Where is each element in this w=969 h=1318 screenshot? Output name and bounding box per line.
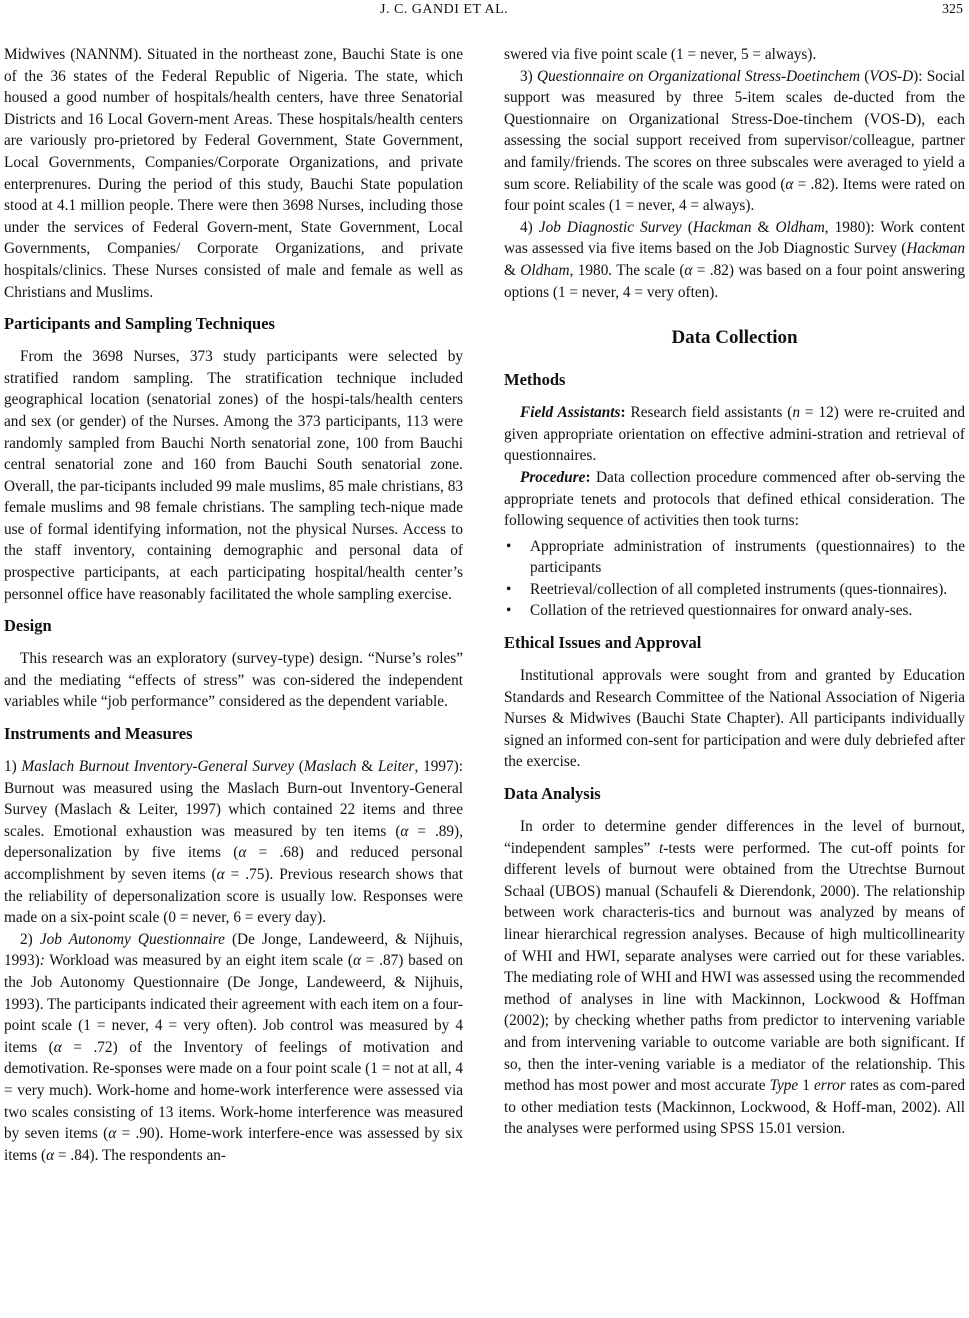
data-analysis-paragraph (504, 816, 965, 1140)
citation-author: Leiter (377, 758, 415, 776)
text-span: = .82). Items were rated on four point scales (1 = never, 4 = always). (504, 175, 966, 215)
text-span: : (620, 404, 626, 422)
procedure-paragraph (504, 467, 965, 532)
text-span: Type (769, 1077, 799, 1095)
text-span: = .82) was based on a four point answering options (1 = never, 4 = very often). (504, 261, 965, 301)
text-span: , 1980): Work content was assessed via five items based on the Job Diagnostic Survey ( (504, 218, 965, 258)
alpha-symbol: α (684, 261, 693, 279)
procedure-list (504, 536, 965, 622)
text-span: n (792, 404, 800, 422)
bullet-icon: • (506, 537, 512, 555)
list-item-text: Collation of the retrieved questionnaires for onward analy-ses. (530, 602, 913, 620)
item-number: 3) (520, 67, 533, 85)
continued-paragraph: swered via five point scale (1 = never, 5 = always). (504, 46, 817, 63)
text-span: In order to determine gender differences in the level of burnout, “independent samples” (504, 818, 965, 857)
text-span: -tests were performed. The cut-off points for different levels of burnout were obtained from the Utrechtse Burnout Schaal (UBOS) manual (Schaufeli & Dierendonk, 2000). The relationship between work characteris-tics and burnout was analyzed by means of linear hierarchical regression analyses. Because of high multicollinearity of WHI and HWI, separate analyses were carried out for these variables. The mediating role of WHI and HWI was assessed using the recommended method of analyses in line with Mackinnon, Lockwood & Hoffman (2002); by checking whether paths from predictor to intervening variable and from intervening variable to outcome variable are both significant. If so, then the inter-vening variable is a mediator of the relationship. This method has most power and most accurate (504, 839, 965, 1095)
text-span: Workload was measured by an eight item scale ( (44, 952, 353, 970)
citation-author: Oldham (775, 218, 825, 236)
text-span: = .75). Previous research shows that the reliability of depersonalization score is usually low. Responses were made on a six-point scale (0 = never, 6 = every day). (4, 866, 463, 927)
text-span: = 12) were re-cruited and given appropriate orientation on effective admini-stration and retrieval of questionnaires. (504, 404, 965, 465)
text-span: error (814, 1077, 846, 1095)
left-column (4, 44, 463, 1166)
text-span: Research field assistants ( (625, 404, 793, 422)
text-span: VOS-D (869, 67, 914, 85)
bullet-icon: • (506, 602, 512, 620)
instrument-title: Job Diagnostic Survey (538, 218, 682, 236)
section-heading-participants: Participants and Sampling Techniques (4, 314, 275, 334)
text-span: , 1997): Burnout was measured using the Maslach Burn-out Inventory-General Survey (Maslach & Leiter, 1997) which contained 22 items and three scales. Emotional exhaustion was measured by ten items ( (4, 758, 464, 840)
ampersand: & (504, 261, 521, 279)
citation-author: Hackman (692, 218, 752, 236)
instrument-item-1 (4, 756, 463, 929)
text-span: = .72) of the Inventory of feelings of motivation and demotivation. Re-sponses were made on a four point scale (1 = not at all, 4 = very much). Work-home and home-work interference were assessed via two scales consisting of 13 items. Work-home interference was measured by seven items ( (4, 1038, 464, 1143)
participants-paragraph: From the 3698 Nurses, 373 study participants were selected by stratified random sampling. The stratification technique included geographical location (senatorial zones) of the hospi-tals/health centers and sex (or gender) of the Nurses. Among the 373 participants, 113 were randomly sampled from Bauchi North senatorial zone, 100 from Bauchi central senatorial zone and 160 from Bauchi South senatorial zone. Overall, the par-ticipants included 99 male muslims, 85 male christians, 83 female muslims and 98 female christians. The sampling tech-nique made use of formal identifying information, not the physical Nurses. Access to the staff inventory, containing demographic and personal data of prospective participants, at each participating hospital/health center’s personnel office have reasonably facilitated the whole sampling exercise. (4, 348, 463, 603)
text-span: ( (860, 67, 870, 85)
section-heading-methods: Methods (504, 370, 566, 390)
instrument-title: Questionnaire on Organizational Stress-Doetinchem (537, 67, 861, 85)
alpha-symbol: α (46, 1146, 55, 1164)
section-heading-ethical: Ethical Issues and Approval (504, 633, 702, 653)
procedure-label: Procedure (520, 468, 586, 486)
intro-paragraph: Midwives (NANNM). Situated in the northeast zone, Bauchi State is one of the 36 states of the Federal Republic of Nigeria. The state, which housed a good number of hospitals/health centers, have three Senatorial Districts and 16 Local Govern-ment Areas. These hospitals/health centers are variously pro-prietored by Federal Government, State Government, Local Governments, Companies/Corporate Organizations, and private enterprenures. During the period of this study, Bauchi State population stood at 4.1 million people. There were then 3698 Nurses, including those under the services of Federal Govern-ment, State Government, Local Governments, Companies/ Corporate Organizations, and private hospitals/clinics. These Nurses consisted of male and female as well as Christians and Muslims. (4, 46, 463, 301)
text-span: 1 (798, 1077, 815, 1095)
section-heading-data-collection: Data Collection (671, 327, 798, 349)
instrument-item-2 (4, 929, 463, 1167)
text-span: = .87) based on the Job Autonomy Questionnaire (De Jonge, Landeweerd, & Nijhuis, 1993). The participants indicated their agreement with each item on a four-point scale (1 = never, 4 = very often). Job control was measured by 4 items ( (4, 952, 464, 1056)
citation-author: Maslach (303, 758, 357, 776)
instrument-item-3 (504, 66, 965, 217)
section-heading-design: Design (4, 616, 52, 636)
field-assistants-paragraph (504, 402, 965, 467)
list-item (504, 600, 965, 622)
text-span: Data collection procedure commenced after ob-serving the appropriate tenets and protocols that defined ethical consideration. The following sequence of activities then took turns: (504, 468, 965, 530)
instrument-item-4 (504, 217, 965, 303)
text-span: ( (681, 218, 693, 236)
item-number: 1) (4, 758, 17, 776)
text-span: rates as com-pared to other mediation tests (Mackinnon, Lockwood, & Hoff-man, 2002). All the analyses were performed using SPSS 15.01 version. (504, 1077, 966, 1138)
list-item (504, 536, 965, 579)
text-span: (De Jonge, Landeweerd, & Nijhuis, 1993) (4, 930, 463, 970)
section-heading-data-analysis: Data Analysis (504, 784, 601, 804)
page-header (0, 0, 969, 30)
text-span: : (585, 468, 591, 486)
list-item-text: Reetrieval/collection of all completed instruments (ques-tionnaires). (530, 580, 948, 598)
design-paragraph: This research was an exploratory (survey-type) design. “Nurse’s roles” and the mediating “effects of stress” was con-sidered the independent variables while “job performance” considered as the dependent variable. (4, 650, 463, 711)
ampersand: & (751, 218, 776, 236)
text-span: , 1980 (569, 261, 609, 279)
list-item (504, 579, 965, 601)
text-span: = .89), depersonalization by five items ( (4, 822, 463, 862)
item-number: 2) (20, 930, 33, 948)
item-number: 4) (520, 218, 533, 236)
right-column (504, 44, 965, 1140)
alpha-symbol: α (53, 1038, 62, 1056)
instrument-title: Job Autonomy Questionnaire (39, 930, 225, 948)
text-span: = .90). Home-work interfere-ence was assessed by six items ( (4, 1125, 463, 1164)
bullet-icon: • (506, 580, 512, 598)
text-span: The scale ( (612, 261, 685, 279)
text-span: t (659, 839, 664, 857)
citation-author: Hackman (906, 240, 965, 258)
text-span: ( (298, 758, 304, 776)
text-span: = .68) and reduced personal accomplishment by seven items ( (4, 844, 463, 883)
text-span: ): Social support was measured by three 5-item scales de-ducted from the Questionnaire on Organizational Stress-Doe-tinchem (VOS-D), each assessing the social support received from supervisor/colleague, partner and family/friends. The scores on three subscales were averaged to yield a sum score. Reliability of the scale was good ( (504, 67, 965, 193)
page-number: 325 (942, 2, 963, 17)
section-heading-instruments: Instruments and Measures (4, 724, 193, 744)
instrument-title: Maslach Burnout Inventory-General Survey (21, 758, 294, 776)
alpha-symbol: α (352, 952, 361, 970)
text-span: : (39, 952, 45, 970)
alpha-symbol: α (238, 844, 247, 862)
alpha-symbol: α (785, 175, 794, 193)
citation-author: Oldham (520, 261, 570, 279)
alpha-symbol: α (108, 1125, 117, 1143)
alpha-symbol: α (216, 866, 225, 883)
alpha-symbol: α (400, 822, 409, 840)
text-span: . (608, 261, 613, 279)
text-span: = .84). The respondents an- (54, 1146, 226, 1164)
running-head: J. C. GANDI ET AL. (380, 2, 509, 17)
field-assistants-label: Field Assistants (520, 404, 621, 422)
ampersand: & (361, 758, 374, 776)
list-item-text: Appropriate administration of instruments (questionnaires) to the participants (530, 537, 965, 577)
ethical-paragraph: Institutional approvals were sought from and granted by Education Standards and Research Committee of the National Association of Nigeria Nurses & Midwives (Bauchi State Chapter). All participants individually signed an informed con-sent for participation and were duly debriefed after the exercise. (504, 667, 965, 771)
